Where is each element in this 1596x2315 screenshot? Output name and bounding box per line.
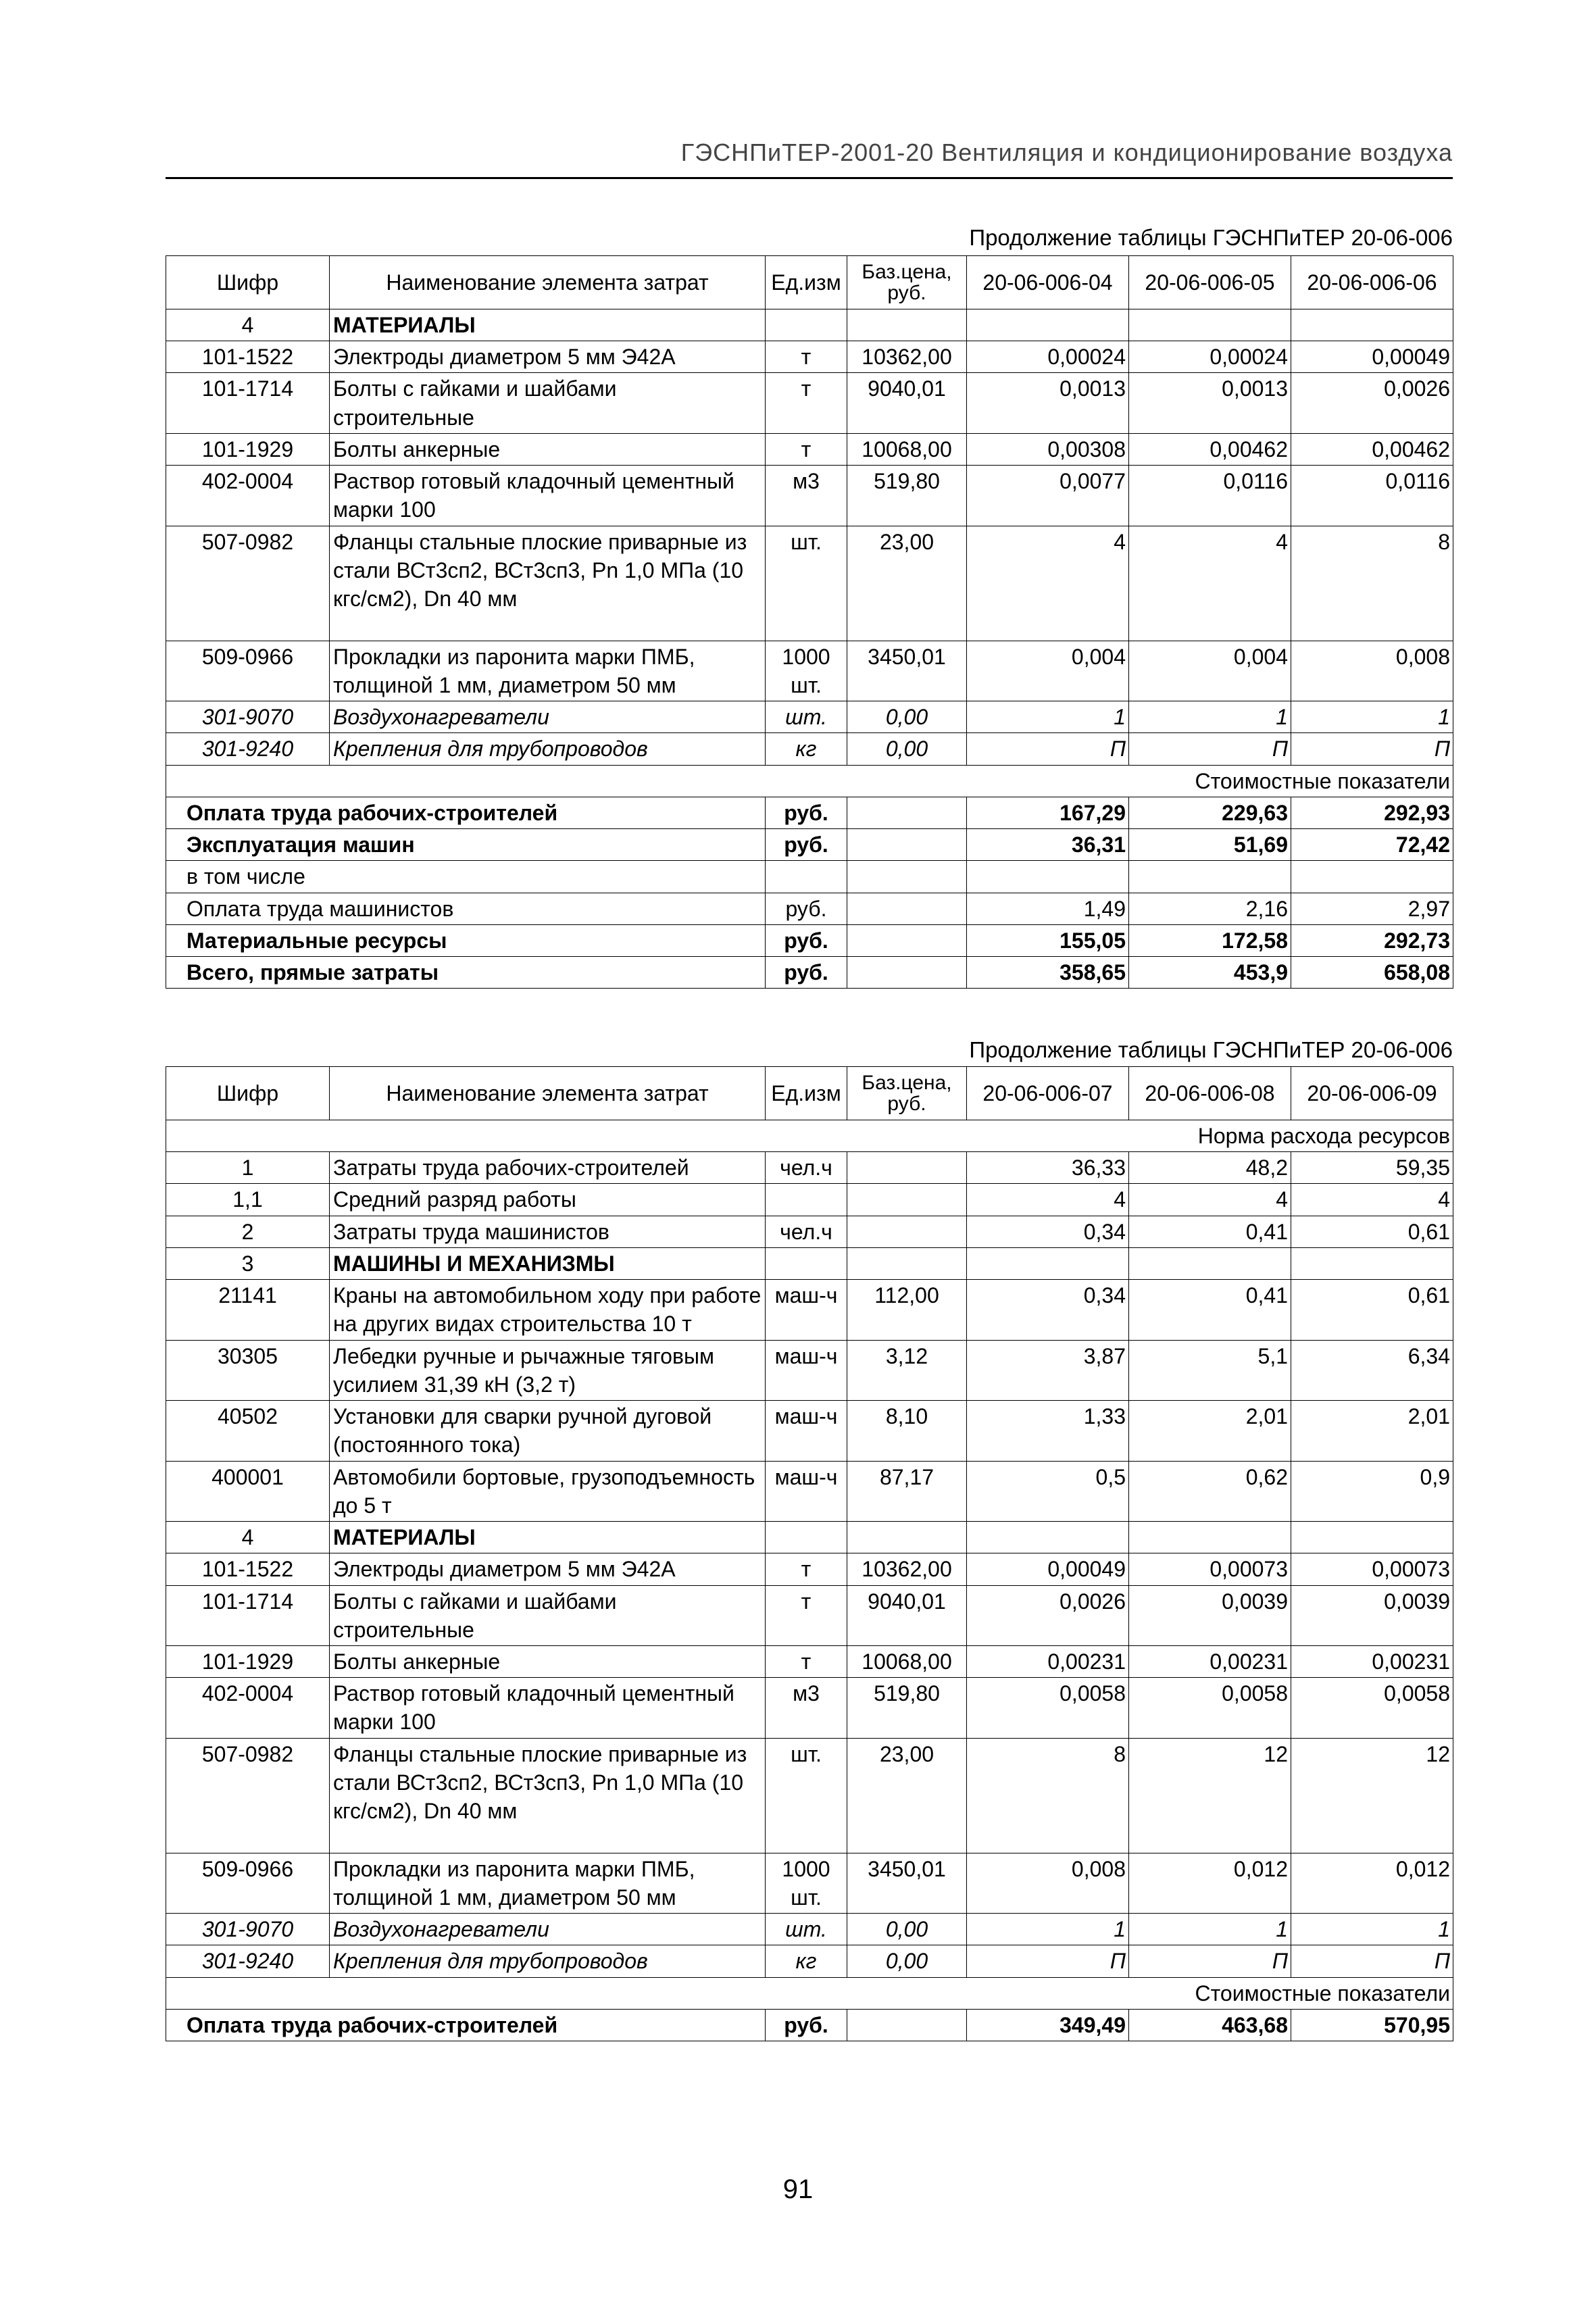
row-value-2: 0,0058: [1129, 1678, 1291, 1738]
resource-row: [166, 1678, 1453, 1738]
row-name: Электроды диаметром 5 мм Э42А: [330, 341, 766, 373]
row-name: Прокладки из паронита марки ПМБ, толщиной 1 мм, диаметром 50 мм: [330, 1853, 766, 1913]
col-unit-header: Ед.изм: [766, 1067, 847, 1120]
empty-cell: [847, 956, 967, 988]
row-unit: чел.ч: [766, 1152, 847, 1184]
empty-cell: [847, 2009, 967, 2041]
row-price: [847, 1216, 967, 1247]
empty-cell: [847, 1247, 967, 1279]
row-value-1: 3,87: [967, 1340, 1129, 1400]
table2-caption: Продолжение таблицы ГЭСНПиТЕР 20-06-006: [969, 1037, 1453, 1062]
row-name: Болты анкерные: [330, 1645, 766, 1677]
summary-name: Материальные ресурсы: [166, 924, 766, 956]
row-price: 519,80: [847, 1678, 967, 1738]
summary-value-1: [967, 861, 1129, 893]
row-unit: [766, 1184, 847, 1216]
row-value-2: 0,00024: [1129, 341, 1291, 373]
summary-unit: руб.: [766, 956, 847, 988]
resource-row: [166, 1401, 1453, 1461]
row-value-3: П: [1291, 1945, 1453, 1977]
row-value-2: 0,00231: [1129, 1645, 1291, 1677]
row-value-2: 0,004: [1129, 641, 1291, 701]
resource-row: [166, 1585, 1453, 1645]
row-value-2: 0,0039: [1129, 1585, 1291, 1645]
norm-label-row: [166, 1120, 1453, 1152]
row-value-1: 4: [967, 526, 1129, 641]
section-code: 4: [166, 309, 330, 341]
row-name: Крепления для трубопроводов: [330, 1945, 766, 1977]
row-value-3: 0,008: [1291, 641, 1453, 701]
row-name: Лебедки ручные и рычажные тяговым усилием 31,39 кН (3,2 т): [330, 1340, 766, 1400]
col-c2-header: 20-06-006-05: [1129, 256, 1291, 309]
row-value-2: П: [1129, 1945, 1291, 1977]
row-name: Электроды диаметром 5 мм Э42А: [330, 1553, 766, 1585]
row-code: 1,1: [166, 1184, 330, 1216]
row-value-2: 48,2: [1129, 1152, 1291, 1184]
row-value-3: 12: [1291, 1738, 1453, 1853]
row-value-2: 0,41: [1129, 1280, 1291, 1340]
row-code: 301-9240: [166, 733, 330, 765]
row-value-3: 0,012: [1291, 1853, 1453, 1913]
row-code: 509-0966: [166, 641, 330, 701]
col-price-header: Баз.цена, руб.: [847, 256, 967, 309]
row-code: 21141: [166, 1280, 330, 1340]
row-value-3: П: [1291, 733, 1453, 765]
row-value-2: 0,62: [1129, 1461, 1291, 1521]
row-unit: чел.ч: [766, 1216, 847, 1247]
col-name-header: Наименование элемента затрат: [330, 256, 766, 309]
summary-name: Оплата труда рабочих-строителей: [166, 797, 766, 828]
resource-row: [166, 1461, 1453, 1521]
row-price: 8,10: [847, 1401, 967, 1461]
row-unit: кг: [766, 1945, 847, 1977]
row-price: 9040,01: [847, 373, 967, 433]
row-name: Затраты труда машинистов: [330, 1216, 766, 1247]
row-name: Фланцы стальные плоские приварные из стали ВСт3сп2, ВСт3сп3, Рn 1,0 МПа (10 кгс/см2), Dn 40 мм: [330, 526, 766, 641]
row-value-2: 1: [1129, 1914, 1291, 1945]
empty-cell: [847, 893, 967, 924]
resource-row: [166, 373, 1453, 433]
row-price: 87,17: [847, 1461, 967, 1521]
cost-label: Стоимостные показатели: [166, 1977, 1453, 2009]
row-value-1: 0,0077: [967, 466, 1129, 526]
row-unit: 1000 шт.: [766, 1853, 847, 1913]
row-value-1: 0,00231: [967, 1645, 1129, 1677]
row-unit: шт.: [766, 526, 847, 641]
row-price: [847, 1152, 967, 1184]
summary-value-2: [1129, 861, 1291, 893]
row-value-1: 8: [967, 1738, 1129, 1853]
row-value-3: 0,00231: [1291, 1645, 1453, 1677]
row-unit: т: [766, 1585, 847, 1645]
empty-cell: [847, 1522, 967, 1553]
row-name: Болты с гайками и шайбами строительные: [330, 1585, 766, 1645]
row-value-1: 0,00308: [967, 433, 1129, 465]
summary-name: Оплата труда рабочих-строителей: [166, 2009, 766, 2041]
row-value-3: 4: [1291, 1184, 1453, 1216]
row-name: Болты анкерные: [330, 433, 766, 465]
resource-row: [166, 341, 1453, 373]
resource-row: [166, 1340, 1453, 1400]
summary-value-1: 155,05: [967, 924, 1129, 956]
row-name: Установки для сварки ручной дуговой (постоянного тока): [330, 1401, 766, 1461]
row-code: 301-9070: [166, 701, 330, 733]
row-unit: маш-ч: [766, 1461, 847, 1521]
row-value-3: 8: [1291, 526, 1453, 641]
resource-row-unpriced: [166, 1914, 1453, 1945]
row-price: 23,00: [847, 1738, 967, 1853]
row-name: Раствор готовый кладочный цементный марки 100: [330, 1678, 766, 1738]
col-name-header: Наименование элемента затрат: [330, 1067, 766, 1120]
row-price: 23,00: [847, 526, 967, 641]
section-row: [166, 1522, 1453, 1553]
summary-row: [166, 2009, 1453, 2041]
row-value-2: 0,00073: [1129, 1553, 1291, 1585]
row-value-3: 0,00049: [1291, 341, 1453, 373]
summary-row: [166, 924, 1453, 956]
row-unit: т: [766, 373, 847, 433]
row-price: [847, 1184, 967, 1216]
summary-unit: руб.: [766, 924, 847, 956]
summary-unit: руб.: [766, 829, 847, 861]
resource-row: [166, 641, 1453, 701]
row-code: 402-0004: [166, 1678, 330, 1738]
row-name: Болты с гайками и шайбами строительные: [330, 373, 766, 433]
summary-value-1: 1,49: [967, 893, 1129, 924]
resource-row: [166, 1853, 1453, 1913]
row-code: 2: [166, 1216, 330, 1247]
summary-value-2: 229,63: [1129, 797, 1291, 828]
row-value-1: 1,33: [967, 1401, 1129, 1461]
resource-row: [166, 1216, 1453, 1247]
summary-name: Всего, прямые затраты: [166, 956, 766, 988]
row-value-2: 4: [1129, 1184, 1291, 1216]
row-value-3: 0,0058: [1291, 1678, 1453, 1738]
row-value-3: 0,00073: [1291, 1553, 1453, 1585]
summary-value-1: 349,49: [967, 2009, 1129, 2041]
row-code: 101-1714: [166, 373, 330, 433]
empty-cell: [766, 1522, 847, 1553]
empty-cell: [847, 829, 967, 861]
row-value-1: 0,00049: [967, 1553, 1129, 1585]
row-name: Затраты труда рабочих-строителей: [330, 1152, 766, 1184]
row-unit: 1000 шт.: [766, 641, 847, 701]
row-price: 10362,00: [847, 341, 967, 373]
row-value-1: 0,00024: [967, 341, 1129, 373]
empty-cell: [967, 1247, 1129, 1279]
row-value-1: 4: [967, 1184, 1129, 1216]
row-price: 112,00: [847, 1280, 967, 1340]
summary-unit: [766, 861, 847, 893]
summary-value-1: 167,29: [967, 797, 1129, 828]
table1-header-row: [166, 256, 1453, 309]
row-code: 1: [166, 1152, 330, 1184]
row-code: 101-1929: [166, 433, 330, 465]
summary-row: [166, 861, 1453, 893]
summary-row: [166, 956, 1453, 988]
resource-row: [166, 433, 1453, 465]
row-value-2: 0,0116: [1129, 466, 1291, 526]
table1-caption: Продолжение таблицы ГЭСНПиТЕР 20-06-006: [969, 225, 1453, 250]
row-name: Крепления для трубопроводов: [330, 733, 766, 765]
row-value-2: 1: [1129, 701, 1291, 733]
row-value-3: 1: [1291, 701, 1453, 733]
col-c1-header: 20-06-006-07: [967, 1067, 1129, 1120]
section-title: МАТЕРИАЛЫ: [330, 1522, 766, 1553]
row-value-1: 1: [967, 701, 1129, 733]
row-price: 0,00: [847, 1945, 967, 1977]
row-value-2: П: [1129, 733, 1291, 765]
empty-cell: [847, 797, 967, 828]
row-value-3: 6,34: [1291, 1340, 1453, 1400]
empty-cell: [1291, 1522, 1453, 1553]
row-name: Фланцы стальные плоские приварные из стали ВСт3сп2, ВСт3сп3, Рn 1,0 МПа (10 кгс/см2), Dn 40 мм: [330, 1738, 766, 1853]
summary-value-3: 292,73: [1291, 924, 1453, 956]
row-code: 101-1522: [166, 341, 330, 373]
row-price: 3,12: [847, 1340, 967, 1400]
row-name: Средний разряд работы: [330, 1184, 766, 1216]
row-code: 101-1929: [166, 1645, 330, 1677]
row-value-1: П: [967, 1945, 1129, 1977]
row-value-1: 0,34: [967, 1216, 1129, 1247]
resource-row-unpriced: [166, 1945, 1453, 1977]
row-name: Раствор готовый кладочный цементный марки 100: [330, 466, 766, 526]
summary-name: в том числе: [166, 861, 766, 893]
section-row: [166, 1247, 1453, 1279]
resource-row: [166, 466, 1453, 526]
row-price: 3450,01: [847, 1853, 967, 1913]
summary-row: [166, 829, 1453, 861]
empty-cell: [766, 1247, 847, 1279]
summary-value-3: 658,08: [1291, 956, 1453, 988]
row-unit: т: [766, 1553, 847, 1585]
row-code: 101-1522: [166, 1553, 330, 1585]
row-value-1: П: [967, 733, 1129, 765]
section-code: 3: [166, 1247, 330, 1279]
row-value-2: 0,0013: [1129, 373, 1291, 433]
empty-cell: [967, 1522, 1129, 1553]
row-value-3: 59,35: [1291, 1152, 1453, 1184]
summary-value-2: 453,9: [1129, 956, 1291, 988]
col-c2-header: 20-06-006-08: [1129, 1067, 1291, 1120]
summary-value-3: [1291, 861, 1453, 893]
cost-label: Стоимостные показатели: [166, 765, 1453, 797]
row-value-2: 0,41: [1129, 1216, 1291, 1247]
summary-row: [166, 893, 1453, 924]
summary-unit: руб.: [766, 893, 847, 924]
resource-row: [166, 1280, 1453, 1340]
col-c1-header: 20-06-006-04: [967, 256, 1129, 309]
row-value-2: 12: [1129, 1738, 1291, 1853]
empty-cell: [847, 861, 967, 893]
row-code: 509-0966: [166, 1853, 330, 1913]
row-value-1: 0,0058: [967, 1678, 1129, 1738]
row-value-2: 4: [1129, 526, 1291, 641]
running-header: ГЭСНПиТЕР-2001-20 Вентиляция и кондиционирование воздуха: [680, 139, 1453, 166]
resource-row-unpriced: [166, 701, 1453, 733]
row-code: 507-0982: [166, 526, 330, 641]
row-code: 301-9240: [166, 1945, 330, 1977]
table2: [166, 1066, 1453, 2041]
summary-value-3: 2,97: [1291, 893, 1453, 924]
row-price: 0,00: [847, 701, 967, 733]
empty-cell: [1129, 1247, 1291, 1279]
row-price: 0,00: [847, 733, 967, 765]
row-code: 400001: [166, 1461, 330, 1521]
row-unit: м3: [766, 1678, 847, 1738]
row-unit: шт.: [766, 1914, 847, 1945]
row-code: 101-1714: [166, 1585, 330, 1645]
row-value-2: 0,012: [1129, 1853, 1291, 1913]
summary-value-1: 358,65: [967, 956, 1129, 988]
row-value-1: 0,0026: [967, 1585, 1129, 1645]
summary-value-3: 292,93: [1291, 797, 1453, 828]
row-code: 301-9070: [166, 1914, 330, 1945]
col-code-header: Шифр: [166, 256, 330, 309]
row-value-3: 0,0116: [1291, 466, 1453, 526]
resource-row: [166, 1152, 1453, 1184]
col-c3-header: 20-06-006-06: [1291, 256, 1453, 309]
row-price: 519,80: [847, 466, 967, 526]
summary-value-2: 463,68: [1129, 2009, 1291, 2041]
row-name: Краны на автомобильном ходу при работе на других видах строительства 10 т: [330, 1280, 766, 1340]
summary-row: [166, 797, 1453, 828]
row-code: 402-0004: [166, 466, 330, 526]
row-value-2: 2,01: [1129, 1401, 1291, 1461]
row-code: 30305: [166, 1340, 330, 1400]
row-price: 0,00: [847, 1914, 967, 1945]
summary-value-3: 72,42: [1291, 829, 1453, 861]
empty-cell: [1291, 1247, 1453, 1279]
summary-value-2: 51,69: [1129, 829, 1291, 861]
row-value-1: 1: [967, 1914, 1129, 1945]
row-value-2: 0,00462: [1129, 433, 1291, 465]
summary-value-2: 172,58: [1129, 924, 1291, 956]
resource-row: [166, 1184, 1453, 1216]
row-unit: т: [766, 433, 847, 465]
row-unit: м3: [766, 466, 847, 526]
page-number: 91: [782, 2174, 814, 2204]
section-code: 4: [166, 1522, 330, 1553]
row-value-1: 36,33: [967, 1152, 1129, 1184]
row-name: Прокладки из паронита марки ПМБ, толщиной 1 мм, диаметром 50 мм: [330, 641, 766, 701]
row-price: 10068,00: [847, 433, 967, 465]
resource-row: [166, 1738, 1453, 1853]
summary-value-3: 570,95: [1291, 2009, 1453, 2041]
summary-unit: руб.: [766, 2009, 847, 2041]
section-title: МАТЕРИАЛЫ: [330, 309, 766, 341]
col-price-header: Баз.цена, руб.: [847, 1067, 967, 1120]
cost-label-row: [166, 1977, 1453, 2009]
row-name: Воздухонагреватели: [330, 701, 766, 733]
header-rule: [166, 177, 1453, 179]
resource-row: [166, 526, 1453, 641]
cost-label-row: [166, 765, 1453, 797]
row-unit: т: [766, 341, 847, 373]
summary-unit: руб.: [766, 797, 847, 828]
summary-value-2: 2,16: [1129, 893, 1291, 924]
resource-row: [166, 1645, 1453, 1677]
norm-label: Норма расхода ресурсов: [166, 1120, 1453, 1152]
section-row: [166, 309, 1453, 341]
col-c3-header: 20-06-006-09: [1291, 1067, 1453, 1120]
section-title: МАШИНЫ И МЕХАНИЗМЫ: [330, 1247, 766, 1279]
summary-value-1: 36,31: [967, 829, 1129, 861]
row-value-1: 0,008: [967, 1853, 1129, 1913]
summary-name: Эксплуатация машин: [166, 829, 766, 861]
row-unit: маш-ч: [766, 1340, 847, 1400]
row-unit: шт.: [766, 1738, 847, 1853]
row-value-3: 0,0026: [1291, 373, 1453, 433]
row-value-1: 0,34: [967, 1280, 1129, 1340]
resource-row-unpriced: [166, 733, 1453, 765]
row-unit: кг: [766, 733, 847, 765]
col-unit-header: Ед.изм: [766, 256, 847, 309]
row-price: 3450,01: [847, 641, 967, 701]
summary-name: Оплата труда машинистов: [166, 893, 766, 924]
row-value-1: 0,004: [967, 641, 1129, 701]
row-name: Автомобили бортовые, грузоподъемность до 5 т: [330, 1461, 766, 1521]
table2-header-row: [166, 1067, 1453, 1120]
row-value-3: 2,01: [1291, 1401, 1453, 1461]
empty-cell: [847, 924, 967, 956]
row-code: 40502: [166, 1401, 330, 1461]
row-value-2: 5,1: [1129, 1340, 1291, 1400]
row-unit: маш-ч: [766, 1280, 847, 1340]
row-name: Воздухонагреватели: [330, 1914, 766, 1945]
col-code-header: Шифр: [166, 1067, 330, 1120]
row-value-3: 0,61: [1291, 1280, 1453, 1340]
empty-cell: [1129, 1522, 1291, 1553]
row-unit: шт.: [766, 701, 847, 733]
resource-row: [166, 1553, 1453, 1585]
table1: [166, 255, 1453, 989]
row-value-1: 0,5: [967, 1461, 1129, 1521]
row-value-3: 0,00462: [1291, 433, 1453, 465]
row-price: 9040,01: [847, 1585, 967, 1645]
row-unit: т: [766, 1645, 847, 1677]
row-value-3: 0,61: [1291, 1216, 1453, 1247]
row-value-3: 1: [1291, 1914, 1453, 1945]
row-price: 10068,00: [847, 1645, 967, 1677]
row-value-3: 0,0039: [1291, 1585, 1453, 1645]
row-value-1: 0,0013: [967, 373, 1129, 433]
row-code: 507-0982: [166, 1738, 330, 1853]
row-value-3: 0,9: [1291, 1461, 1453, 1521]
row-unit: маш-ч: [766, 1401, 847, 1461]
row-price: 10362,00: [847, 1553, 967, 1585]
